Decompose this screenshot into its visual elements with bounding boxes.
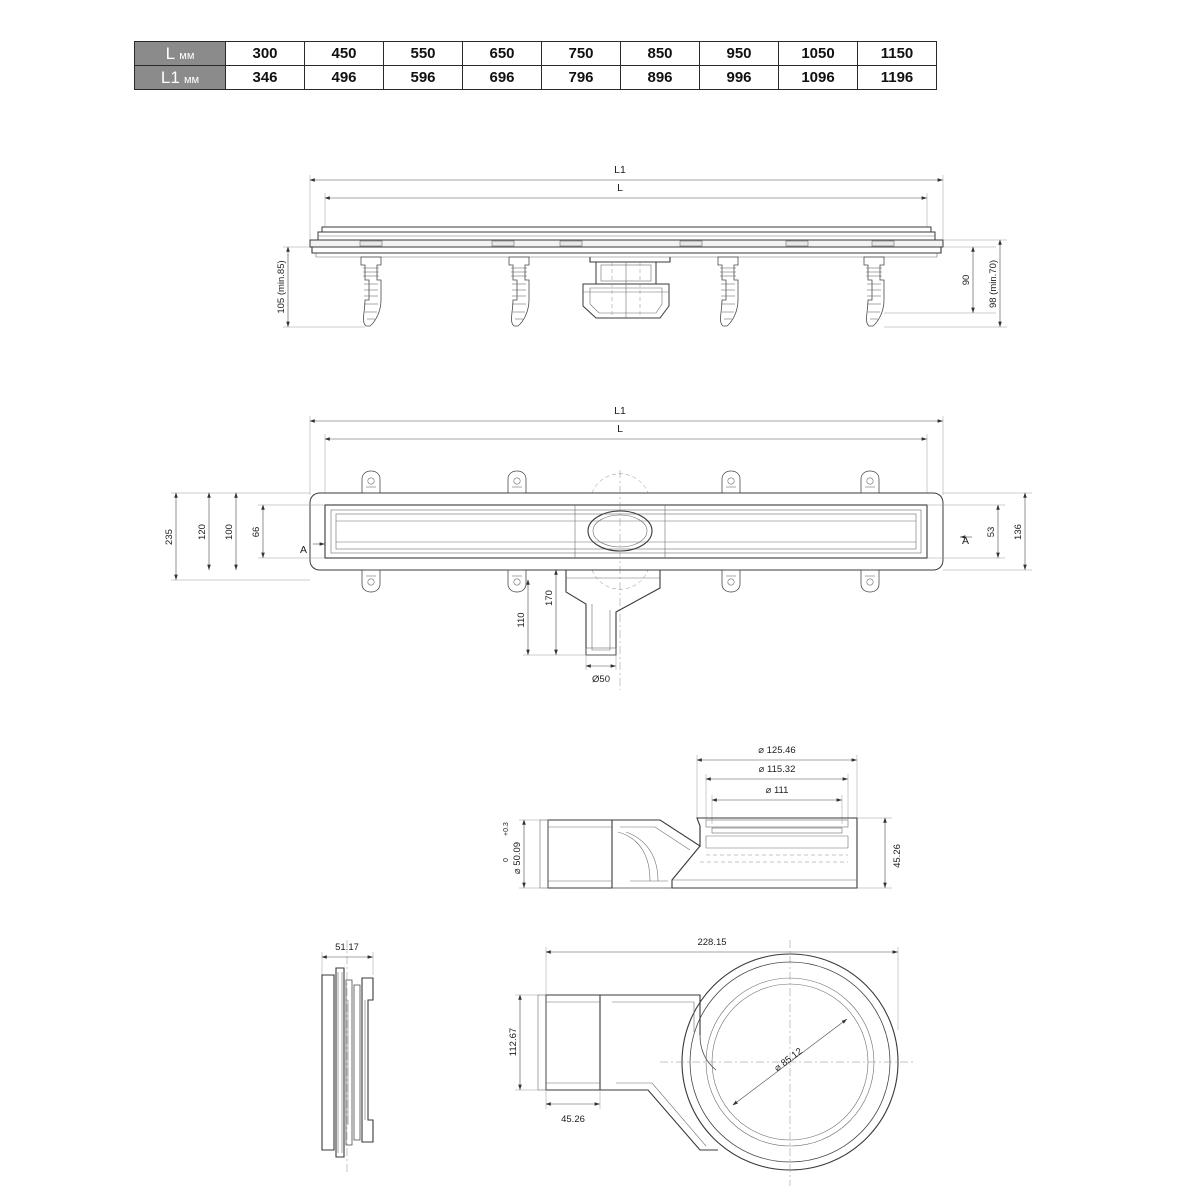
table-cell: 796 (542, 66, 621, 90)
table-cell: 1150 (858, 42, 937, 66)
table-cell: 950 (700, 42, 779, 66)
trap-detail-section-view (503, 745, 903, 888)
adjustable-leg (361, 257, 381, 326)
dim-235-label: 235 (164, 529, 175, 545)
table-cell: 346 (226, 66, 305, 90)
dim-inlet-tol-top: +0.3 (503, 822, 510, 836)
mounting-tab (861, 471, 879, 493)
dim-45-26-label: 45.26 (892, 844, 903, 868)
mounting-tab (508, 570, 526, 592)
dim-100-label: 100 (224, 524, 235, 540)
grate-side-detail-view (322, 940, 373, 1175)
dim-d111-label: ⌀ 111 (765, 785, 789, 796)
mounting-tab (861, 570, 879, 592)
adjustable-leg (864, 257, 884, 326)
dim-228-15-label: 228.15 (697, 937, 727, 948)
table-cell: 550 (384, 42, 463, 66)
section-mark-left: A (300, 544, 308, 556)
row-unit: мм (183, 73, 200, 86)
dim-d8512-label: ⌀ 85.12 (772, 1045, 805, 1075)
adjustable-leg (718, 257, 738, 326)
dim-120-label: 120 (197, 524, 208, 540)
dim-left-height-label: 105 (min.85) (276, 260, 287, 314)
dim-l-label: L (617, 423, 623, 435)
dim-53-label: 53 (986, 526, 997, 538)
table-cell: 496 (305, 66, 384, 90)
dim-d11532-label: ⌀ 115.32 (758, 764, 796, 775)
dim-l1-label: L1 (614, 164, 626, 176)
trap-bottom-plan-view (508, 937, 915, 1186)
dim-45-26-bottom-label: 45.26 (561, 1114, 585, 1125)
trap-body (583, 257, 670, 318)
dim-inlet-tol-bot: 0 (503, 858, 510, 862)
table-cell: 1050 (779, 42, 858, 66)
table-cell: 1096 (779, 66, 858, 90)
outlet-pipe (566, 570, 660, 655)
mounting-tab (722, 570, 740, 592)
adjustable-leg (509, 257, 529, 326)
dim-right-outer-label: 98 (min.70) (988, 259, 999, 309)
dim-112-67-label: 112.67 (508, 1027, 519, 1057)
dim-outlet-label: Ø50 (592, 674, 610, 685)
table-cell: 696 (463, 66, 542, 90)
dim-d12546-label: ⌀ 125.46 (758, 745, 796, 756)
table-cell: 300 (226, 42, 305, 66)
mounting-tab (362, 471, 380, 493)
table-cell: 650 (463, 42, 542, 66)
table-cell: 750 (542, 42, 621, 66)
table-cell: 850 (621, 42, 700, 66)
table-cell: 450 (305, 42, 384, 66)
mounting-tab (508, 471, 526, 493)
dim-51-17-label: 51.17 (335, 942, 359, 953)
mounting-tab (722, 471, 740, 493)
inlet-pipe (540, 820, 700, 888)
dim-136-label: 136 (1013, 524, 1024, 540)
dim-66-label: 66 (251, 526, 262, 538)
table-cell: 596 (384, 66, 463, 90)
row-label: L (165, 43, 176, 63)
dim-110-label: 110 (516, 612, 527, 628)
mounting-tab (362, 570, 380, 592)
top-plan-view (164, 405, 1032, 690)
row-label: L1 (160, 67, 180, 87)
table-cell: 1196 (858, 66, 937, 90)
row-unit: мм (179, 49, 195, 62)
dim-l-label: L (617, 182, 623, 194)
table-cell: 996 (700, 66, 779, 90)
dim-l1-label: L1 (614, 405, 626, 417)
section-mark-right: A (962, 535, 970, 547)
dim-inlet-label: ⌀ 50.09 (512, 841, 523, 875)
dim-right-inner-label: 90 (961, 274, 972, 286)
front-section-view (276, 164, 1007, 327)
table-cell: 896 (621, 66, 700, 90)
dim-170-label: 170 (544, 590, 555, 606)
